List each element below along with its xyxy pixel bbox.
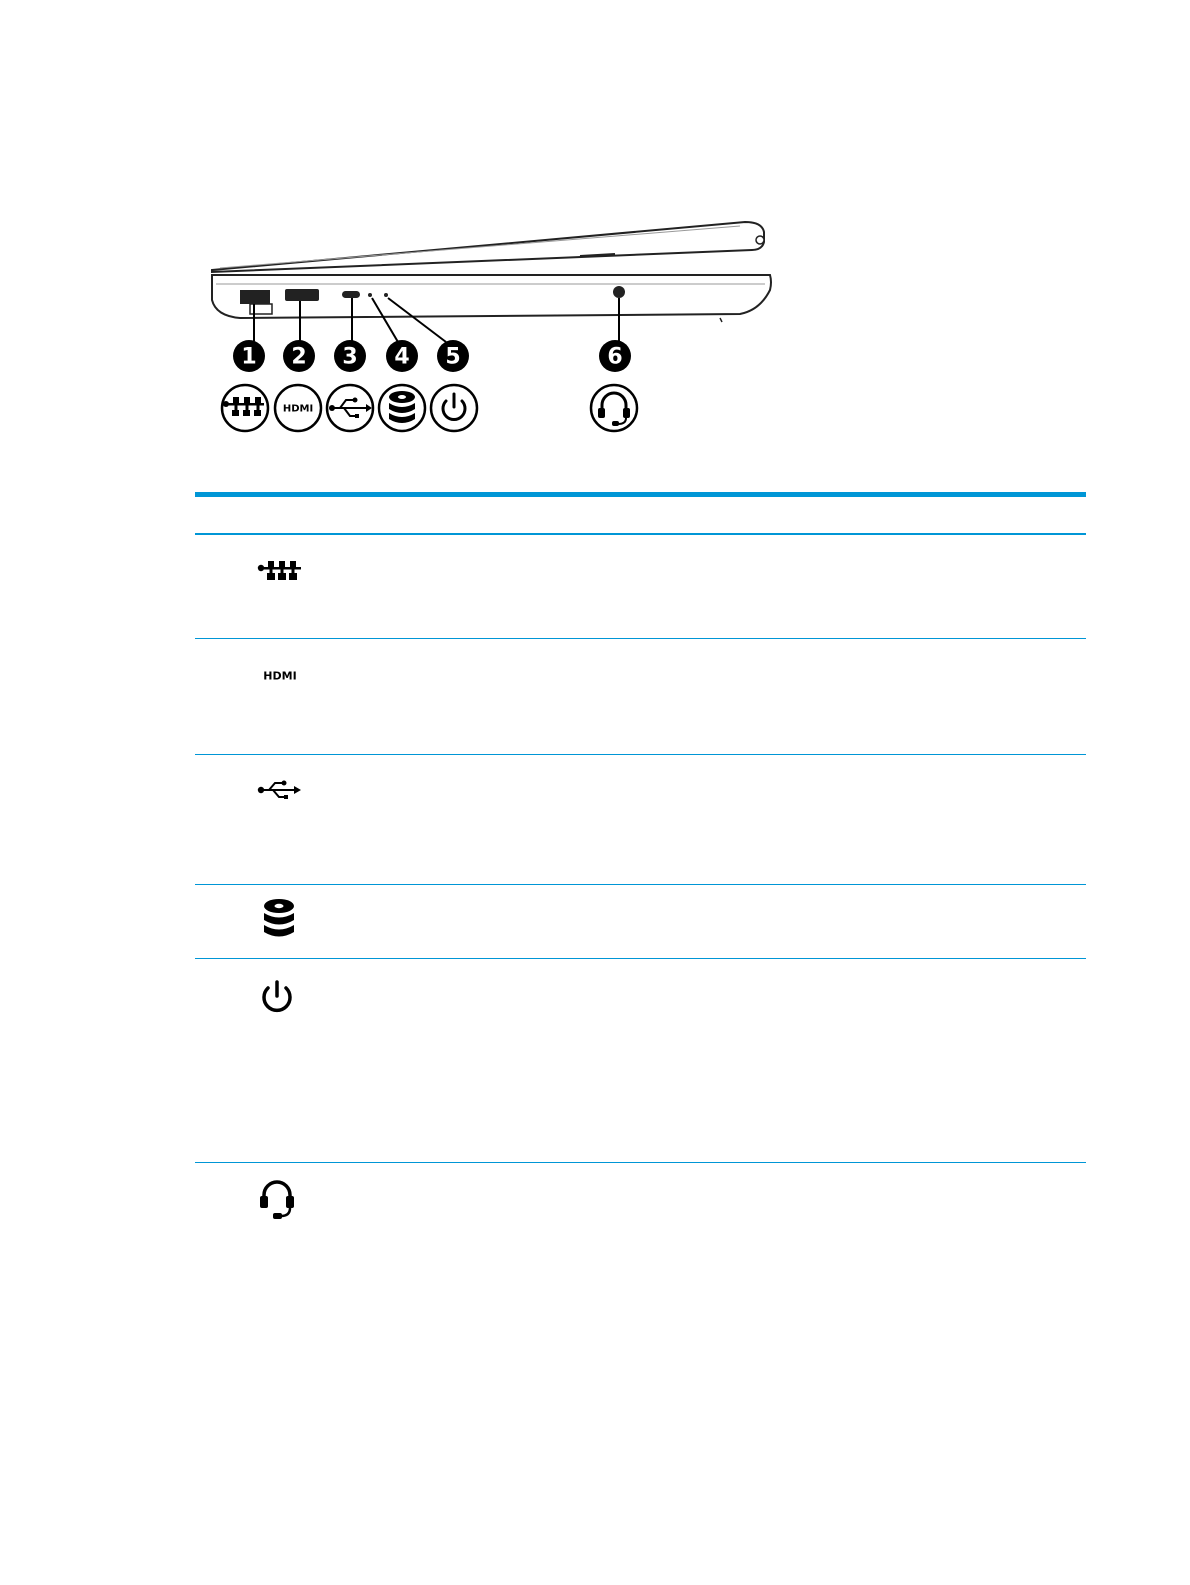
hdmi-port xyxy=(285,289,319,301)
hdmi-icon xyxy=(257,667,303,683)
power-light xyxy=(384,293,388,297)
callout-2-number: 2 xyxy=(291,344,307,370)
callout-6-number: 6 xyxy=(607,344,623,370)
callout-5-number: 5 xyxy=(445,344,461,370)
callout-6 xyxy=(599,340,631,372)
table-header xyxy=(195,497,1086,535)
callout-4-number: 4 xyxy=(394,344,410,370)
usb-icon xyxy=(327,385,373,431)
rj45-network-icon xyxy=(222,385,268,431)
usb-c-port xyxy=(342,291,360,298)
callout-3-number: 3 xyxy=(342,344,358,370)
table-row xyxy=(195,1163,1086,1313)
callout-5 xyxy=(437,340,469,372)
headset-icon xyxy=(591,385,637,431)
drive-light xyxy=(368,293,372,297)
table-row xyxy=(195,639,1086,755)
callout-1-number: 1 xyxy=(241,344,257,370)
hdmi-icon-label: HDMI xyxy=(282,403,314,415)
power-icon xyxy=(431,385,477,431)
usb-icon xyxy=(257,779,303,801)
table-row xyxy=(195,535,1086,639)
hdmi-icon-label: HDMI xyxy=(263,669,297,683)
callout-2 xyxy=(283,340,315,372)
drive-activity-icon xyxy=(257,897,301,941)
callout-4 xyxy=(386,340,418,372)
table-row xyxy=(195,755,1086,885)
component-table xyxy=(195,492,1086,1313)
table-row xyxy=(195,959,1086,1163)
power-icon xyxy=(257,979,297,1015)
table-row xyxy=(195,885,1086,959)
rj45-network-icon xyxy=(257,559,303,581)
laptop-lid xyxy=(212,222,764,272)
laptop-left-side-figure xyxy=(0,0,1190,470)
drive-activity-icon xyxy=(379,385,425,431)
callout-1 xyxy=(233,340,265,372)
callout-3 xyxy=(334,340,366,372)
hdmi-icon xyxy=(275,385,321,431)
headset-icon xyxy=(257,1179,297,1221)
audio-jack xyxy=(613,286,625,298)
